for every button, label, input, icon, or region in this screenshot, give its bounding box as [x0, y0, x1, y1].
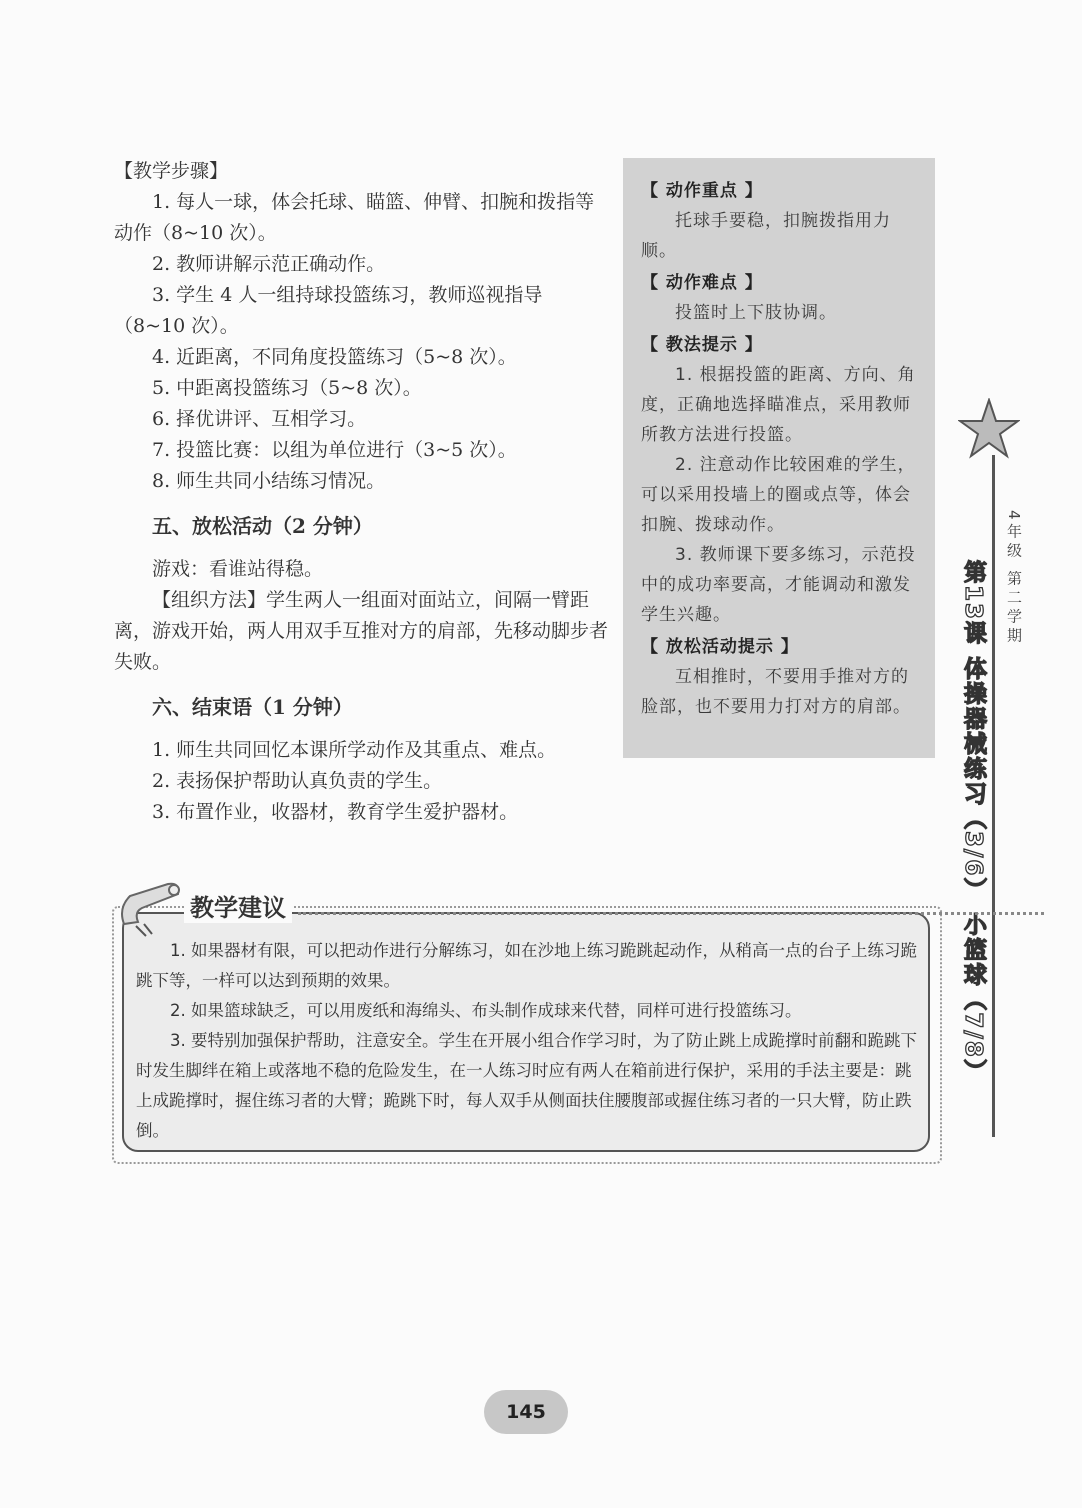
relax-tips-heading: 【 放松活动提示 】: [641, 637, 799, 657]
relax-tips-text: 互相推时，不要用手推对方的脸部，也不要用力打对方的肩部。: [641, 667, 911, 717]
main-text-column: [114, 156, 608, 828]
scroll-icon: [116, 878, 186, 938]
step-item: 6. 择优讲评、互相学习。: [152, 408, 367, 430]
suggestion-item: 2. 如果篮球缺乏，可以用废纸和海绵头、布头制作成球来代替，同样可进行投篮练习。: [170, 1001, 802, 1020]
section6-title: 六、结束语（1 分钟）: [152, 695, 353, 719]
step-item: 8. 师生共同小结练习情况。: [152, 470, 386, 492]
method-tip-item: 2. 注意动作比较困难的学生，可以采用投墙上的圈或点等，体会扣腕、拨球动作。: [641, 455, 916, 535]
closing-item: 3. 布置作业，收器材，教育学生爱护器材。: [152, 801, 519, 823]
grade-label: 4年级 第二学期: [1005, 510, 1023, 647]
difficulty-text: 投篮时上下肢协调。: [675, 303, 837, 323]
teaching-suggestion-box: [112, 872, 942, 1164]
steps-heading: 【教学步骤】: [114, 160, 229, 182]
difficulty-heading: 【 动作难点 】: [641, 273, 763, 293]
suggestion-item: 1. 如果器材有限，可以把动作进行分解练习，如在沙地上练习跪跳起动作，从稍高一点的台子上练习跪跳下等，一样可以达到预期的效果。: [136, 941, 917, 990]
org-method-text: 【组织方法】学生两人一组面对面站立，间隔一臂距离，游戏开始，两人用双手互推对方的肩部，先移动脚步者失败。: [114, 589, 609, 673]
method-tip-item: 1. 根据投篮的距离、方向、角度，正确地选择瞄准点，采用教师所教方法进行投篮。: [641, 365, 916, 445]
method-tips-heading: 【 教法提示 】: [641, 335, 763, 355]
side-divider: [992, 455, 995, 1137]
suggestion-text: [136, 936, 918, 1146]
closing-item: 2. 表扬保护帮助认真负责的学生。: [152, 770, 443, 792]
step-item: 5. 中距离投篮练习（5~8 次）。: [152, 377, 422, 399]
section5-title: 五、放松活动（2 分钟）: [152, 514, 373, 538]
suggestion-title: 教学建议: [184, 888, 292, 923]
step-item: 7. 投篮比赛：以组为单位进行（3~5 次）。: [152, 439, 517, 461]
step-item: 2. 教师讲解示范正确动作。: [152, 253, 386, 275]
step-item: 3. 学生 4 人一组持球投篮练习，教师巡视指导（8~10 次）。: [114, 284, 543, 337]
step-item: 4. 近距离，不同角度投篮练习（5~8 次）。: [152, 346, 517, 368]
key-point-heading: 【 动作重点 】: [641, 181, 763, 201]
title-dotted-line: [298, 912, 1044, 915]
step-item: 1. 每人一球，体会托球、瞄篮、伸臂、扣腕和拨指等动作（8~10 次）。: [114, 191, 595, 244]
page-number: 145: [484, 1390, 568, 1434]
star-icon: [958, 398, 1020, 460]
suggestion-item: 3. 要特别加强保护帮助，注意安全。学生在开展小组合作学习时，为了防止跳上成跪撑时前翻和跪跳下时发生脚绊在箱上或落地不稳的危险发生，在一人练习时应有两人在箱前进行保护，采用的手法主要是：跳上成跪撑时，握住练习者的大臂；跪跳下时，每人双手从侧面扶住腰腹部或握住练习者的一只大臂，防止跌倒。: [136, 1031, 917, 1140]
teaching-tips-sidebar: [623, 158, 935, 758]
closing-item: 1. 师生共同回忆本课所学动作及其重点、难点。: [152, 739, 557, 761]
lesson-title: 第13课 体操器械练习（3/6） 小篮球（7/8）: [960, 560, 986, 1084]
method-tip-item: 3. 教师课下要多练习，示范投中的成功率要高，才能调动和激发学生兴趣。: [641, 545, 916, 625]
game-text: 游戏：看谁站得稳。: [152, 558, 324, 580]
key-point-text: 托球手要稳，扣腕拨指用力顺。: [641, 211, 891, 261]
